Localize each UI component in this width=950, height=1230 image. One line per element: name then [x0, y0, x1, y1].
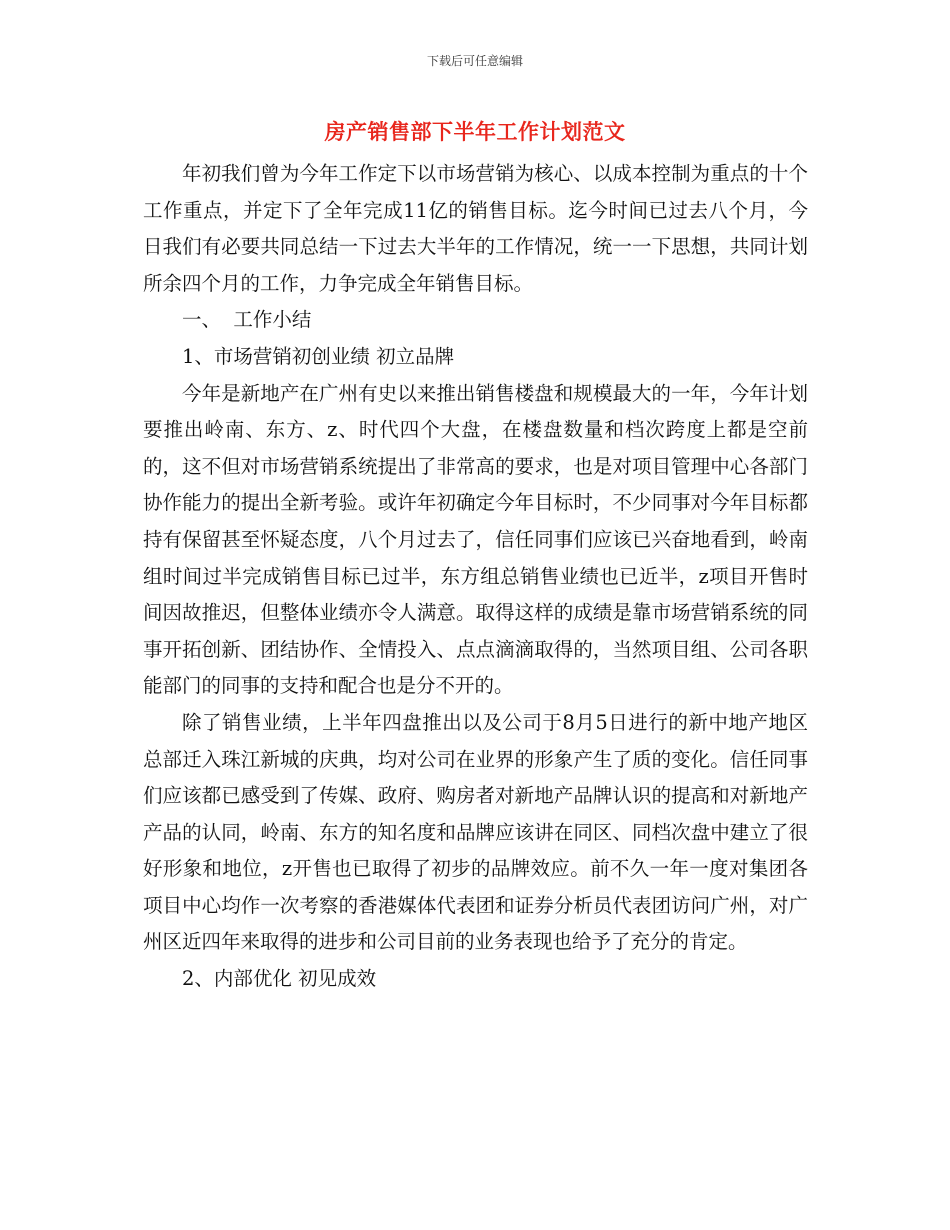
document-body: [143, 156, 808, 998]
marketing-paragraph-2: 除了销售业绩，上半年四盘推出以及公司于8月5日进行的新中地产地区总部迁入珠江新城的庆典，均对公司在业界的形象产生了质的变化。信任同事们应该都已感受到了传媒、政府、购房者对新地产品牌认识的提高和对新地产产品的认同，岭南、东方的知名度和品牌应该讲在同区、同档次盘中建立了很好形象和地位，z开售也已取得了初步的品牌效应。前不久一年一度对集团各项目中心均作一次考察的香港媒体代表团和证券分析员代表团访问广州，对广州区近四年来取得的进步和公司目前的业务表现也给予了充分的肯定。: [143, 710, 808, 954]
marketing-paragraph-1: 今年是新地产在广州有史以来推出销售楼盘和规模最大的一年，今年计划要推出岭南、东方、z、时代四个大盘，在楼盘数量和档次跨度上都是空前的，这不但对市场营销系统提出了非常高的要求，也是对项目管理中心各部门协作能力的提出全新考验。或许年初确定今年目标时，不少同事对今年目标都持有保留甚至怀疑态度，八个月过去了，信任同事们应该已兴奋地看到，岭南组时间过半完成销售目标已过半，东方组总销售业绩也已近半，z项目开售时间因故推迟，但整体业绩亦令人满意。取得这样的成绩是靠市场营销系统的同事开拓创新、团结协作、全情投入、点点滴滴取得的，当然项目组、公司各职能部门的同事的支持和配合也是分不开的。: [143, 381, 808, 698]
document-title: 房产销售部下半年工作计划范文: [324, 119, 626, 144]
section-heading-work-summary: 一、 工作小结: [182, 308, 312, 332]
subheading-internal-optimization: 2、内部优化 初见成效: [182, 967, 377, 991]
subheading-marketing: 1、市场营销初创业绩 初立品牌: [182, 344, 455, 368]
header-note: 下载后可任意编辑: [426, 54, 523, 68]
intro-paragraph: 年初我们曾为今年工作定下以市场营销为核心、以成本控制为重点的十个工作重点，并定下了全年完成11亿的销售目标。迄今时间已过去八个月，今日我们有必要共同总结一下过去大半年的工作情况，统一一下思想，共同计划所余四个月的工作，力争完成全年销售目标。: [143, 162, 808, 295]
